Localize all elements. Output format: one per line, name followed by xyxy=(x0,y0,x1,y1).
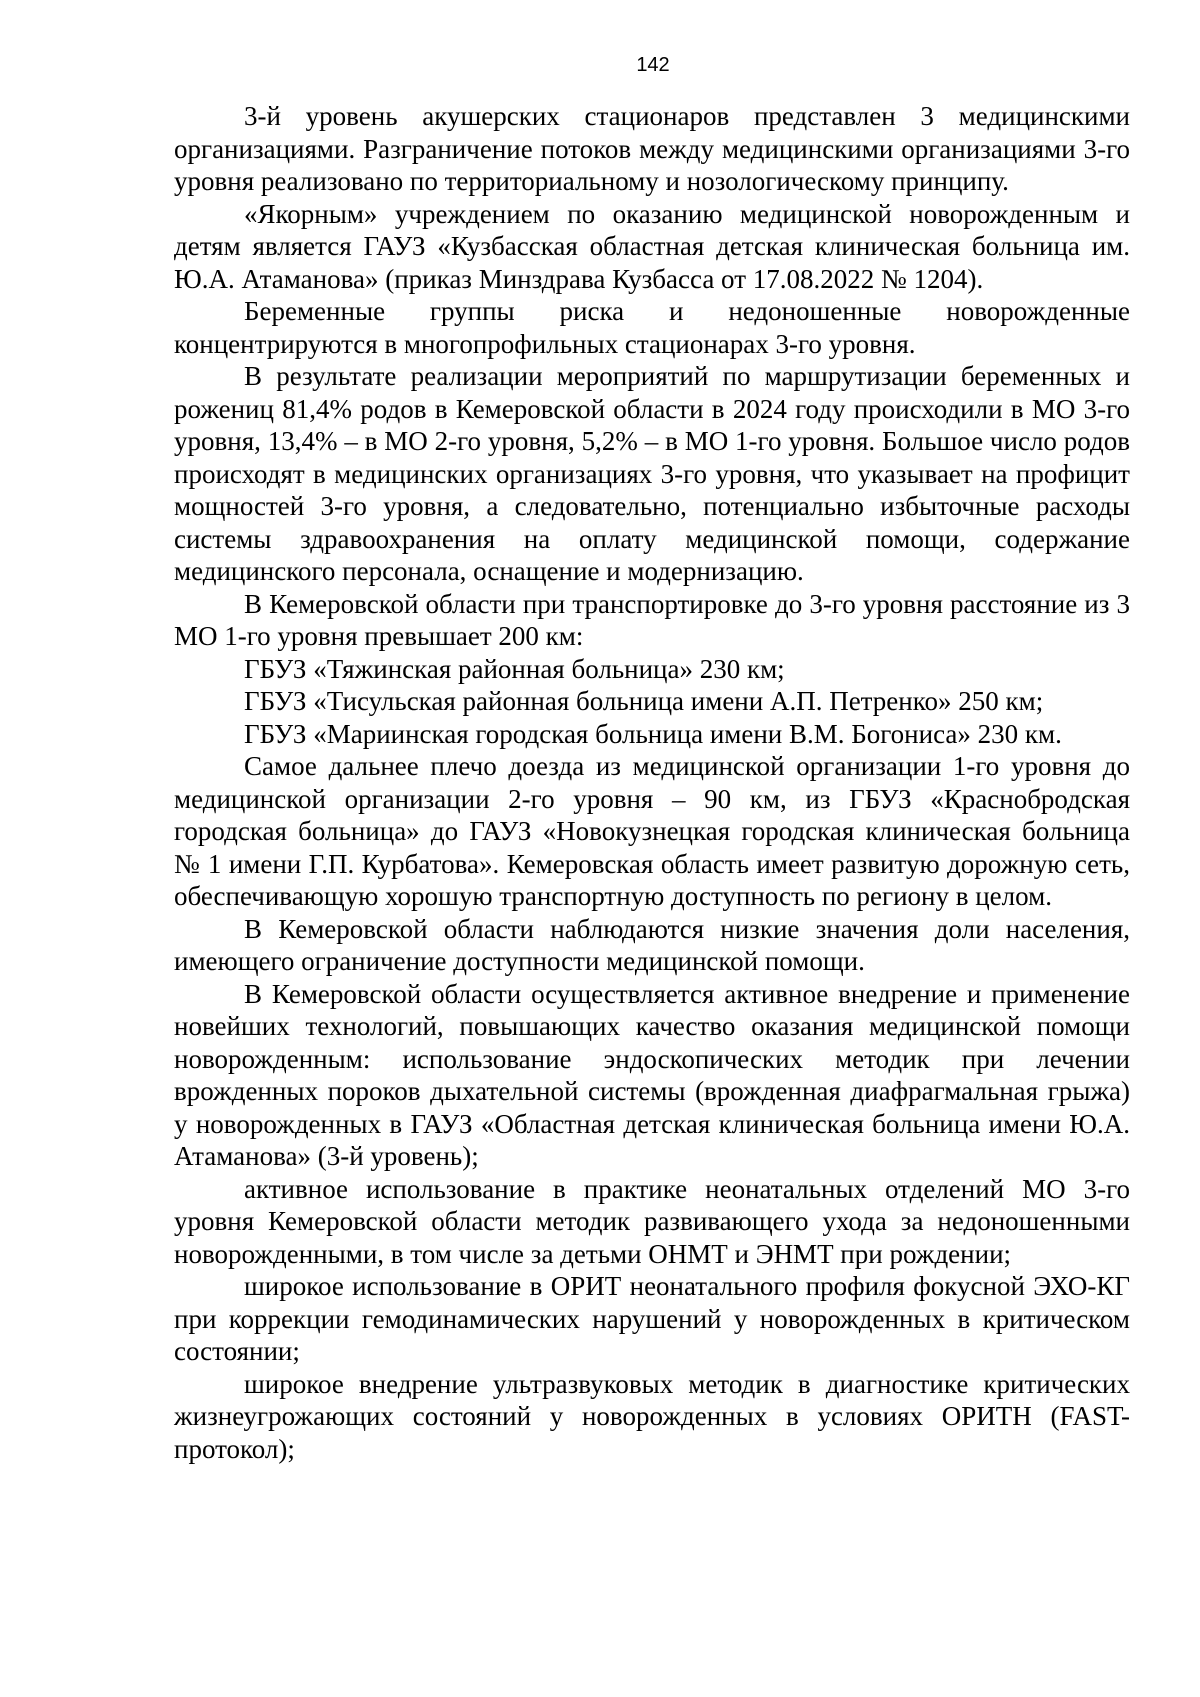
list-item-tyazhin-hospital: ГБУЗ «Тяжинская районная больница» 230 км; xyxy=(244,653,785,684)
paragraph-access-limitation: В Кемеровской области наблюдаются низкие значения доли населения, имеющего ограничение доступности медицинской помощи. xyxy=(174,913,1130,976)
paragraph-echocardiography: широкое использование в ОРИТ неонатального профиля фокусной ЭХО-КГ при коррекции гемодинамических нарушений у новорожденных в критическом состоянии; xyxy=(174,1271,1130,1366)
paragraph-routing-results: В результате реализации мероприятий по маршрутизации беременных и рожениц 81,4% родов в Кемеровской области в 2024 году происходили в МО 3-го уровня, 13,4% – в МО 2-го уровня, 5,2% – в МО 1-го уровня. Большое число родов происходят в медицинских организациях 3-го уровня, что указывает на профицит мощностей 3-го уровня, а следовательно, потенциально избыточные расходы системы здравоохранения на оплату медицинской помощи, содержание медицинского персонала, оснащение и модернизацию. xyxy=(174,361,1130,586)
paragraph-new-technologies: В Кемеровской области осуществляется активное внедрение и применение новейших технологий, повышающих качество оказания медицинской помощи новорожденным: использование эндоскопических методик при лечении врожденных пороков дыхательной системы (врожденная диафрагмальная грыжа) у новорожденных в ГАУЗ «Областная детская клиническая больница имени Ю.А. Атаманова» (3-й уровень); xyxy=(174,978,1130,1171)
paragraph-high-risk-pregnant: Беременные группы риска и недоношенные новорожденные концентрируются в многопрофильных стационарах 3-го уровня. xyxy=(174,296,1130,359)
paragraph-third-level-obstetric-hospitals: 3-й уровень акушерских стационаров представлен 3 медицинскими организациями. Разграничение потоков между медицинскими организациями 3-го уровня реализовано по территориальному и нозологическому принципу. xyxy=(174,101,1130,196)
paragraph-anchor-institution: «Якорным» учреждением по оказанию медицинской новорожденным и детям является ГАУЗ «Кузбасская областная детская клиническая больница им. Ю.А. Атаманова» (приказ Минздрава Кузбасса от 17.08.2022 № 1204). xyxy=(174,198,1130,294)
list-item-mariinsk-hospital: ГБУЗ «Мариинская городская больница имени В.М. Богониса» 230 км. xyxy=(244,718,1062,749)
paragraph-transport-distance: В Кемеровской области при транспортировке до 3-го уровня расстояние из 3 МО 1-го уровня превышает 200 км: xyxy=(174,588,1130,651)
paragraph-longest-distance: Самое дальнее плечо доезда из медицинской организации 1-го уровня до медицинской организации 2-го уровня – 90 км, из ГБУЗ «Краснобродская городская больница» до ГАУЗ «Новокузнецкая городская клиническая больница № 1 имени Г.П. Курбатова». Кемеровская область имеет развитую дорожную сеть, обеспечивающую хорошую транспортную доступность по региону в целом. xyxy=(174,751,1130,911)
paragraph-ultrasound-methods: широкое внедрение ультразвуковых методик в диагностике критических жизнеугрожающих состояний у новорожденных в условиях ОРИТН (FAST-протокол); xyxy=(174,1368,1130,1464)
page-number: 142 xyxy=(636,54,670,76)
list-item-tisul-hospital: ГБУЗ «Тисульская районная больница имени А.П. Петренко» 250 км; xyxy=(244,686,1044,716)
paragraph-developmental-care: активное использование в практике неонатальных отделений МО 3-го уровня Кемеровской области методик развивающего ухода за недоношенными новорожденными, в том числе за детьми ОНМТ и ЭНМТ при рождении; xyxy=(174,1173,1130,1269)
document-body xyxy=(174,100,1130,1465)
